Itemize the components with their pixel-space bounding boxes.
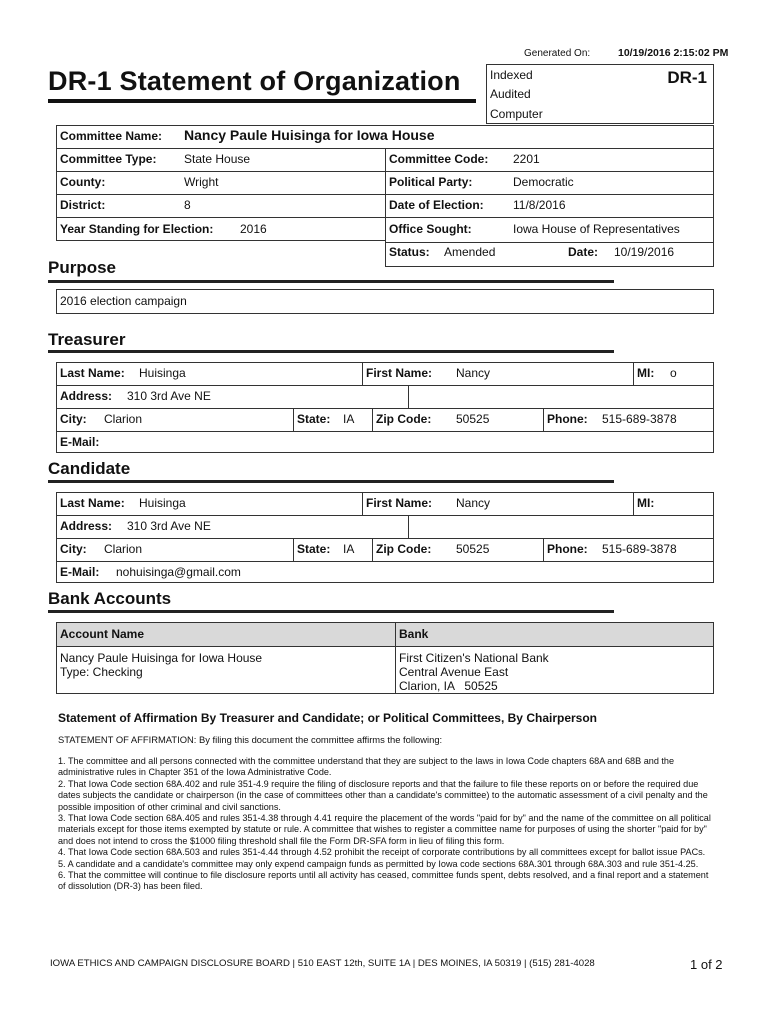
treasurer-mi-value: o — [670, 366, 677, 380]
election-date-value: 11/8/2016 — [513, 198, 566, 212]
candidate-state-label: State: — [297, 542, 331, 556]
status-date-value: 10/19/2016 — [614, 245, 675, 259]
status-date-label: Date: — [568, 245, 599, 259]
treasurer-zip-value: 50525 — [456, 412, 490, 426]
candidate-city-value: Clarion — [104, 542, 143, 556]
generated-on-label: Generated On: — [524, 48, 591, 59]
indexed-label: Indexed — [490, 68, 533, 82]
office-sought-label: Office Sought: — [389, 222, 472, 236]
treasurer-zip-label: Zip Code: — [376, 412, 432, 426]
page-number: 1 of 2 — [690, 957, 723, 972]
divider — [713, 240, 714, 267]
divider — [56, 538, 714, 539]
bank-account-type: Type: Checking — [60, 665, 143, 679]
affirmation-item: 5. A candidate and a candidate's committee may only expend campaign funds as permitted by Iowa code sections 68A.301 through 68A.303 and rule 351-4.25. — [58, 858, 699, 869]
treasurer-email-label: E-Mail: — [60, 435, 100, 449]
treasurer-phone-value: 515-689-3878 — [602, 412, 677, 426]
political-party-label: Political Party: — [389, 175, 473, 189]
bank-accounts-heading: Bank Accounts — [48, 589, 172, 608]
divider — [408, 385, 409, 408]
office-use-box — [486, 64, 714, 124]
divider — [56, 408, 714, 409]
treasurer-underline — [48, 350, 614, 353]
candidate-address-value: 310 3rd Ave NE — [127, 519, 211, 533]
office-sought-value: Iowa House of Representatives — [513, 222, 680, 236]
bank-city-line: Clarion, IA 50525 — [399, 679, 498, 693]
status-label: Status: — [389, 245, 430, 259]
divider — [293, 408, 294, 431]
treasurer-address-label: Address: — [60, 389, 113, 403]
divider — [56, 515, 714, 516]
treasurer-state-label: State: — [297, 412, 331, 426]
affirmation-item: 4. That Iowa Code section 68A.503 and rules 351-4.44 through 4.52 prohibit the receipt of corporate contributions by all committees except for ballot issue PACs. — [58, 847, 706, 858]
candidate-city-label: City: — [60, 542, 87, 556]
bank-col-account-name: Account Name — [60, 627, 145, 641]
title-underline — [48, 99, 476, 103]
divider — [293, 538, 294, 561]
county-label: County: — [60, 175, 106, 189]
divider — [395, 622, 396, 694]
candidate-zip-label: Zip Code: — [376, 542, 432, 556]
candidate-phone-value: 515-689-3878 — [602, 542, 677, 556]
treasurer-first-name-value: Nancy — [456, 366, 491, 380]
committee-name-label: Committee Name: — [60, 129, 163, 143]
affirmation-intro: STATEMENT OF AFFIRMATION: By filing this document the committee affirms the following: — [58, 734, 443, 745]
treasurer-mi-label: MI: — [637, 366, 655, 380]
affirmation-item: 1. The committee and all persons connected with the committee understand that they are subject to the laws in Iowa Code chapters 68A and 68B and the administrative rules in Chapter 351 of the Iowa Administrative Code. — [58, 756, 675, 778]
political-party-value: Democratic — [513, 175, 574, 189]
committee-code-value: 2201 — [513, 152, 540, 166]
treasurer-first-name-label: First Name: — [366, 366, 433, 380]
computer-label: Computer — [490, 107, 543, 121]
divider — [385, 242, 714, 243]
affirmation-list — [58, 756, 714, 893]
divider — [408, 515, 409, 538]
divider — [543, 408, 544, 431]
candidate-underline — [48, 480, 614, 483]
divider — [385, 266, 714, 267]
treasurer-phone-label: Phone: — [547, 412, 588, 426]
divider — [56, 385, 714, 386]
year-standing-value: 2016 — [240, 222, 267, 236]
candidate-phone-label: Phone: — [547, 542, 588, 556]
committee-type-value: State House — [184, 152, 251, 166]
bank-account-name: Nancy Paule Huisinga for Iowa House — [60, 651, 263, 665]
footer-address: IOWA ETHICS AND CAMPAIGN DISCLOSURE BOARD | 510 EAST 12th, SUITE 1A | DES MOINES, IA 50319 | (515) 281-4028 — [50, 958, 595, 969]
affirmation-item: 6. That the committee will continue to file disclosure reports until all activity has ceased, committee funds spent, debts resolved, and a final report and a statement of dissolution (DR-3) has been filed. — [58, 870, 709, 892]
committee-code-label: Committee Code: — [389, 152, 489, 166]
candidate-address-label: Address: — [60, 519, 113, 533]
candidate-email-value: nohuisinga@gmail.com — [116, 565, 241, 579]
treasurer-last-name-label: Last Name: — [60, 366, 125, 380]
candidate-zip-value: 50525 — [456, 542, 490, 556]
affirmation-item: 3. That Iowa Code section 68A.405 and rules 351-4.38 through 4.41 require the placement of the words "paid for by" and the name of the committee on all political materials except for those items exempted by statute or rule. A committee that wishes to register a committee name for purposes of using the shorter "paid for by" and does not intend to cross the $1000 filing threshold shall file the Form DR-SFA form in lieu of filing this form. — [58, 813, 711, 846]
divider — [56, 561, 714, 562]
district-label: District: — [60, 198, 106, 212]
bank-accounts-underline — [48, 610, 614, 613]
affirmation-item: 2. That Iowa Code section 68A.402 and rule 351-4.9 require the filing of disclosure reports and that the failure to file these reports on or before the required due dates subjects the candidate or chairperson (in the case of committees other than a candidate's committee) to the automatic assessment of a civil penalty and the possible imposition of other criminal and civil sanctions. — [58, 778, 708, 812]
purpose-heading: Purpose — [48, 258, 117, 277]
district-value: 8 — [184, 198, 191, 212]
divider — [372, 538, 373, 561]
divider — [362, 492, 363, 515]
audited-label: Audited — [490, 87, 531, 101]
candidate-first-name-value: Nancy — [456, 496, 491, 510]
divider — [385, 240, 386, 267]
divider — [56, 646, 714, 647]
divider — [543, 538, 544, 561]
purpose-underline — [48, 280, 614, 283]
candidate-last-name-value: Huisinga — [139, 496, 186, 510]
affirmation-title: Statement of Affirmation By Treasurer and Candidate; or Political Committees, By Chairperson — [58, 711, 597, 725]
divider — [633, 362, 634, 385]
divider — [633, 492, 634, 515]
divider — [362, 362, 363, 385]
treasurer-city-value: Clarion — [104, 412, 143, 426]
county-value: Wright — [184, 175, 219, 189]
status-value: Amended — [444, 245, 496, 259]
treasurer-last-name-value: Huisinga — [139, 366, 186, 380]
divider — [56, 431, 714, 432]
candidate-email-label: E-Mail: — [60, 565, 100, 579]
candidate-state-value: IA — [343, 542, 355, 556]
treasurer-heading: Treasurer — [48, 330, 126, 349]
bank-address-line: Central Avenue East — [399, 665, 509, 679]
candidate-last-name-label: Last Name: — [60, 496, 125, 510]
candidate-heading: Candidate — [48, 459, 131, 478]
purpose-value: 2016 election campaign — [60, 294, 187, 308]
year-standing-label: Year Standing for Election: — [60, 222, 214, 236]
generated-on-value: 10/19/2016 2:15:02 PM — [618, 47, 729, 59]
page-title: DR-1 Statement of Organization — [48, 66, 461, 96]
treasurer-city-label: City: — [60, 412, 87, 426]
candidate-first-name-label: First Name: — [366, 496, 433, 510]
candidate-mi-label: MI: — [637, 496, 655, 510]
treasurer-address-value: 310 3rd Ave NE — [127, 389, 211, 403]
treasurer-state-value: IA — [343, 412, 355, 426]
committee-name-value: Nancy Paule Huisinga for Iowa House — [184, 127, 435, 143]
form-code: DR-1 — [667, 68, 707, 87]
committee-type-label: Committee Type: — [60, 152, 157, 166]
bank-col-bank: Bank — [399, 627, 429, 641]
bank-name: First Citizen's National Bank — [399, 651, 549, 665]
divider — [372, 408, 373, 431]
election-date-label: Date of Election: — [389, 198, 484, 212]
